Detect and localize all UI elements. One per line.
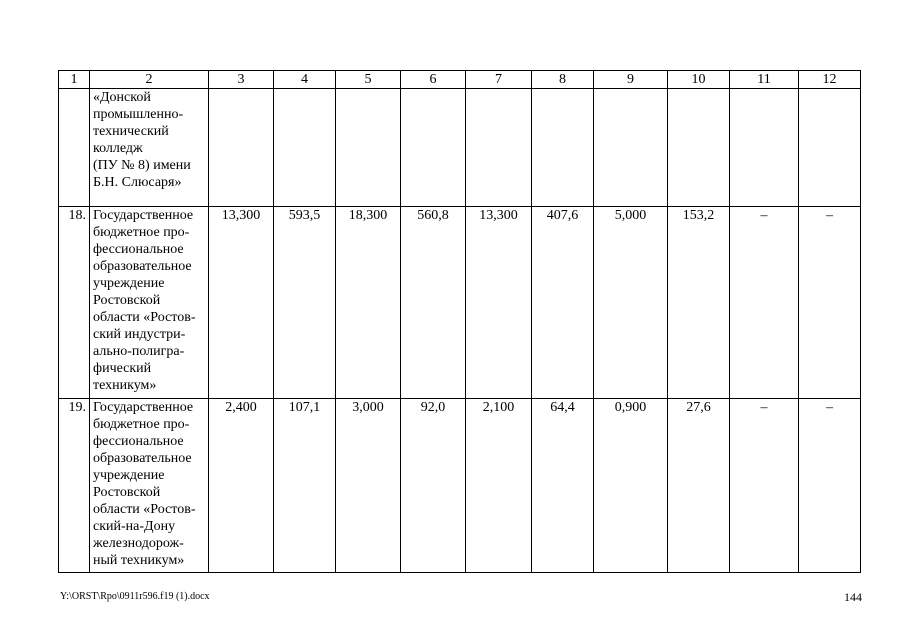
- value-cell: [336, 89, 401, 207]
- data-table: [58, 70, 861, 573]
- column-header: 1: [59, 71, 90, 89]
- value-cell: 18,300: [336, 207, 401, 399]
- value-cell: [466, 89, 532, 207]
- value-cell: –: [799, 399, 861, 573]
- value-cell: 13,300: [209, 207, 274, 399]
- value-cell: [799, 89, 861, 207]
- row-number: [59, 89, 90, 207]
- value-cell: –: [799, 207, 861, 399]
- column-header: 6: [401, 71, 466, 89]
- value-cell: [594, 89, 668, 207]
- value-cell: [532, 89, 594, 207]
- value-cell: 153,2: [668, 207, 730, 399]
- column-header: 9: [594, 71, 668, 89]
- value-cell: –: [730, 399, 799, 573]
- table-row: [59, 207, 861, 399]
- value-cell: 107,1: [274, 399, 336, 573]
- value-cell: 593,5: [274, 207, 336, 399]
- table-body: [59, 71, 861, 573]
- value-cell: 5,000: [594, 207, 668, 399]
- row-number: 18.: [59, 207, 90, 399]
- column-number-row: [59, 71, 861, 89]
- column-header: 8: [532, 71, 594, 89]
- column-header: 12: [799, 71, 861, 89]
- value-cell: 27,6: [668, 399, 730, 573]
- value-cell: 3,000: [336, 399, 401, 573]
- institution-name: «Донской промышленно- технический колледж (ПУ № 8) имени Б.Н. Слюсаря»: [90, 89, 209, 207]
- value-cell: 64,4: [532, 399, 594, 573]
- column-header: 5: [336, 71, 401, 89]
- value-cell: 0,900: [594, 399, 668, 573]
- institution-name: Государственное бюджетное про- фессиональное образовательное учреждение Ростовской области «Ростов- ский индустри- ально-полигра- фический техникум»: [90, 207, 209, 399]
- column-header: 4: [274, 71, 336, 89]
- value-cell: [209, 89, 274, 207]
- document-file-path: Y:\ORST\Rpo\0911r596.f19 (1).docx: [60, 591, 210, 602]
- value-cell: 92,0: [401, 399, 466, 573]
- value-cell: 2,100: [466, 399, 532, 573]
- column-header: 2: [90, 71, 209, 89]
- table-row: [59, 89, 861, 207]
- value-cell: 13,300: [466, 207, 532, 399]
- value-cell: –: [730, 207, 799, 399]
- column-header: 7: [466, 71, 532, 89]
- page-number: 144: [844, 590, 862, 604]
- value-cell: 560,8: [401, 207, 466, 399]
- value-cell: [668, 89, 730, 207]
- value-cell: 407,6: [532, 207, 594, 399]
- value-cell: 2,400: [209, 399, 274, 573]
- institution-name: Государственное бюджетное про- фессиональное образовательное учреждение Ростовской области «Ростов- ский-на-Дону железнодорож- ный техникум»: [90, 399, 209, 573]
- value-cell: [274, 89, 336, 207]
- table-row: [59, 399, 861, 573]
- value-cell: [401, 89, 466, 207]
- value-cell: [730, 89, 799, 207]
- column-header: 10: [668, 71, 730, 89]
- column-header: 3: [209, 71, 274, 89]
- column-header: 11: [730, 71, 799, 89]
- row-number: 19.: [59, 399, 90, 573]
